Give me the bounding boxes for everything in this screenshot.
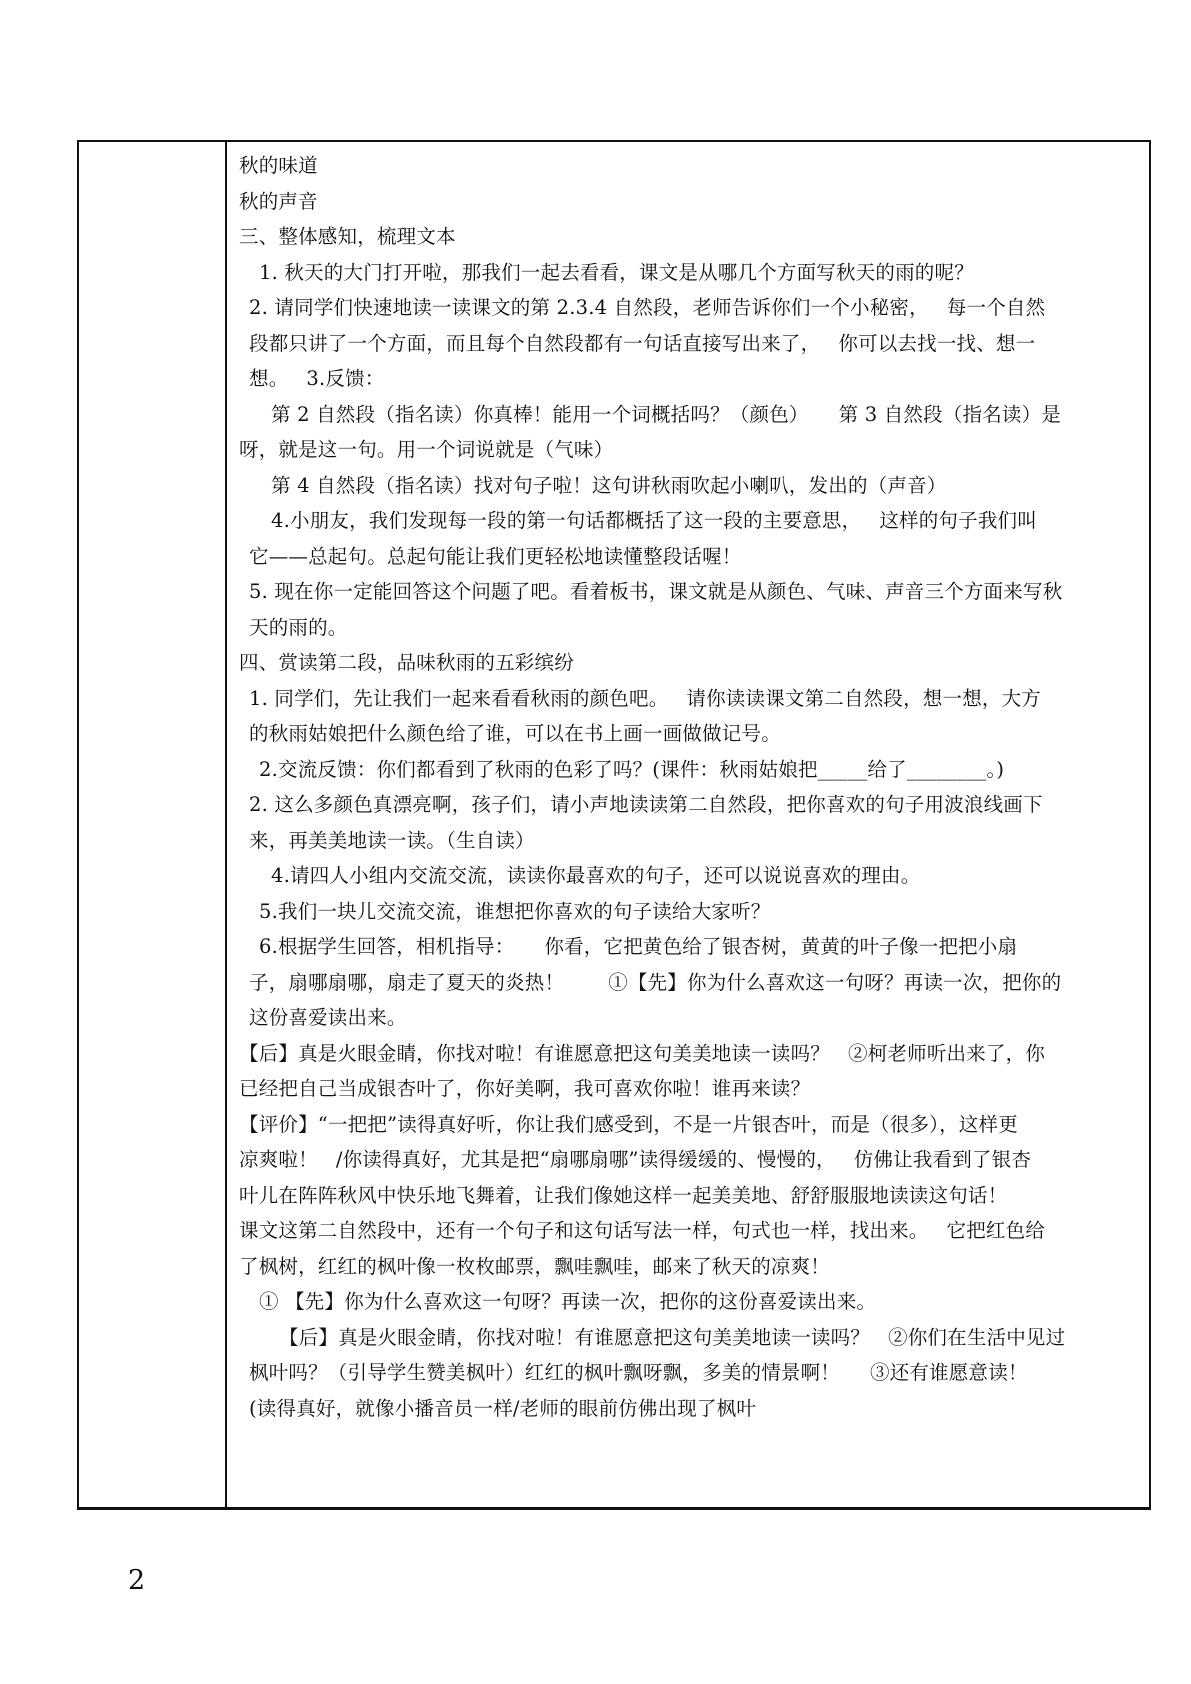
text-line: 来，再美美地读一读。（生自读） [249,828,535,852]
text-line: 天的雨的。 [249,615,348,639]
text-line: 呀，就是这一句。用一个词说就是（气味） [239,438,614,461]
text-line: 秋的味道 [239,154,318,177]
text-line: 秋的声音 [239,189,318,213]
page-number: 2 [128,1565,146,1596]
text-line: 2. 请同学们快速地读一读课文的第 2.3.4 自然段，老师告诉你们一个小秘密， 每一个自然 [249,296,1046,319]
text-line: 课文这第二自然段中，还有一个句子和这句话写法一样，句式也一样，找出来。 它把红色给 [239,1219,1046,1242]
section-heading: 三、整体感知，梳理文本 [239,225,456,248]
text-line: 这份喜爱读出来。 [249,1006,407,1029]
text-line: 6.根据学生回答，相机指导： 你看，它把黄色给了银杏树，黄黄的叶子像一把把小扇 [259,935,1018,958]
text-line: 已经把自己当成银杏叶了，你好美啊，我可喜欢你啦！谁再来读？ [239,1077,811,1100]
text-line: 4.小朋友，我们发现每一段的第一句话都概括了这一段的主要意思， 这样的句子我们叫 [271,509,1037,532]
text-line: 第 2 自然段（指名读）你真棒！能用一个词概括吗？（颜色） 第 3 自然段（指名读）是 [271,402,1062,426]
text-line: 叶儿在阵阵秋风中快乐地飞舞着，让我们像她这样一起美美地、舒舒服服地读读这句话！ [239,1183,1008,1207]
table-content-cell [227,142,1149,1507]
text-line: 5.我们一块儿交流交流，谁想把你喜欢的句子读给大家听？ [259,899,771,923]
text-line: 它——总起句。总起句能让我们更轻松地读懂整段话喔！ [249,544,742,568]
text-line: 【后】真是火眼金睛，你找对啦！有谁愿意把这句美美地读一读吗？ ②柯老师听出来了，你 [239,1041,1046,1065]
table-left-column [79,142,227,1507]
text-line: 1. 同学们，先让我们一起来看看秋雨的颜色吧。 请你读读课文第二自然段，想一想，大方 [249,686,1042,710]
text-line: 想。 3.反馈： [249,367,385,390]
text-line: 枫叶吗？（引导学生赞美枫叶）红红的枫叶飘呀飘，多美的情景啊！ ③还有谁愿意读！ [249,1361,1028,1384]
text-line: 2. 这么多颜色真漂亮啊，孩子们，请小声地读读第二自然段，把你喜欢的句子用波浪线画下 [249,793,1043,816]
text-line: 2.交流反馈：你们都看到了秋雨的色彩了吗？(课件：秋雨姑娘把_____给了________。) [259,757,1005,781]
section-heading: 四、赏读第二段，品味秋雨的五彩缤纷 [239,651,574,674]
text-line: 段都只讲了一个方面，而且每个自然段都有一句话直接写出来了， 你可以去找一找、想一 [249,331,1036,355]
text-line: 1. 秋天的大门打开啦，那我们一起去看看，课文是从哪几个方面写秋天的雨的呢？ [259,260,974,284]
text-line: 凉爽啦！ /你读得真好，尤其是把“扇哪扇哪”读得缓缓的、慢慢的， 仿佛让我看到了银杏 [239,1148,1032,1171]
text-line: 4.请四人小组内交流交流，读读你最喜欢的句子，还可以说说喜欢的理由。 [271,864,921,887]
text-line: (读得真好，就像小播音员一样/老师的眼前仿佛出现了枫叶 [249,1396,757,1420]
text-line: 的秋雨姑娘把什么颜色给了谁，可以在书上画一画做做记号。 [249,722,781,745]
text-line: 【评价】“一把把”读得真好听，你让我们感受到，不是一片银杏叶，而是（很多），这样更 [239,1112,1018,1136]
lesson-plan-table [77,140,1151,1510]
lesson-text [239,148,1137,1426]
text-line: 第 4 自然段（指名读）找对句子啦！这句讲秋雨吹起小喇叭，发出的（声音） [271,473,947,497]
text-line: 5. 现在你一定能回答这个问题了吧。看着板书，课文就是从颜色、气味、声音三个方面来写秋 [249,580,1063,603]
text-line: 了枫树，红红的枫叶像一枚枚邮票，飘哇飘哇，邮来了秋天的凉爽！ [239,1254,831,1278]
text-line: 【后】真是火眼金睛，你找对啦！有谁愿意把这句美美地读一读吗？ ②你们在生活中见过 [279,1325,1066,1349]
text-line: 子，扇哪扇哪，扇走了夏天的炎热！ ①【先】你为什么喜欢这一句呀？再读一次，把你的 [249,970,1062,994]
text-line: ① 【先】你为什么喜欢这一句呀？再读一次，把你的这份喜爱读出来。 [259,1290,877,1313]
